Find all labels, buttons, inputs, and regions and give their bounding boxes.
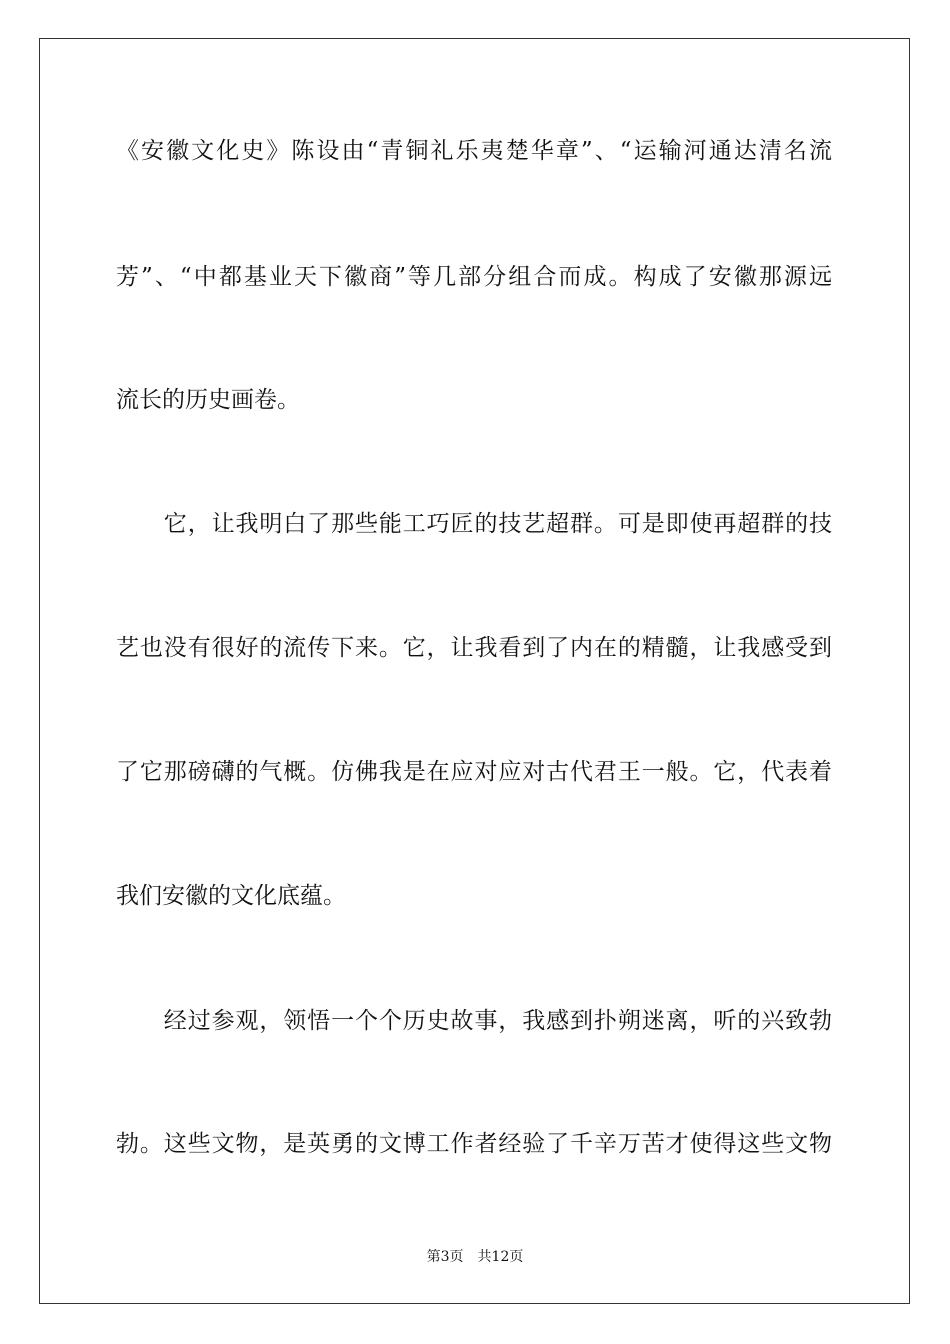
text-line-1: 《安徽文化史》陈设由“青铜礼乐夷楚华章”、“运输河通达清名流 bbox=[116, 138, 832, 164]
text-line-4: 它，让我明白了那些能工巧匠的技艺超群。可是即使再超群的技 bbox=[116, 511, 832, 537]
page-number: 第3页 bbox=[426, 1249, 464, 1265]
page-border bbox=[39, 38, 910, 1304]
page-total: 共12页 bbox=[477, 1249, 524, 1265]
text-line-2: 芳”、“中都基业天下徽商”等几部分组合而成。构成了安徽那源远 bbox=[116, 264, 832, 290]
text-line-5: 艺也没有很好的流传下来。它，让我看到了内在的精髓，让我感受到 bbox=[116, 635, 832, 661]
text-line-6: 了它那磅礴的气概。仿佛我是在应对应对古代君王一般。它，代表着 bbox=[116, 759, 832, 785]
page-footer bbox=[0, 1248, 950, 1266]
text-line-9: 勃。这些文物，是英勇的文博工作者经验了千辛万苦才使得这些文物 bbox=[116, 1131, 832, 1157]
text-line-3: 流长的历史画卷。 bbox=[116, 387, 300, 413]
text-line-7: 我们安徽的文化底蕴。 bbox=[116, 883, 346, 909]
text-line-8: 经过参观，领悟一个个历史故事，我感到扑朔迷离，听的兴致勃 bbox=[116, 1008, 832, 1034]
